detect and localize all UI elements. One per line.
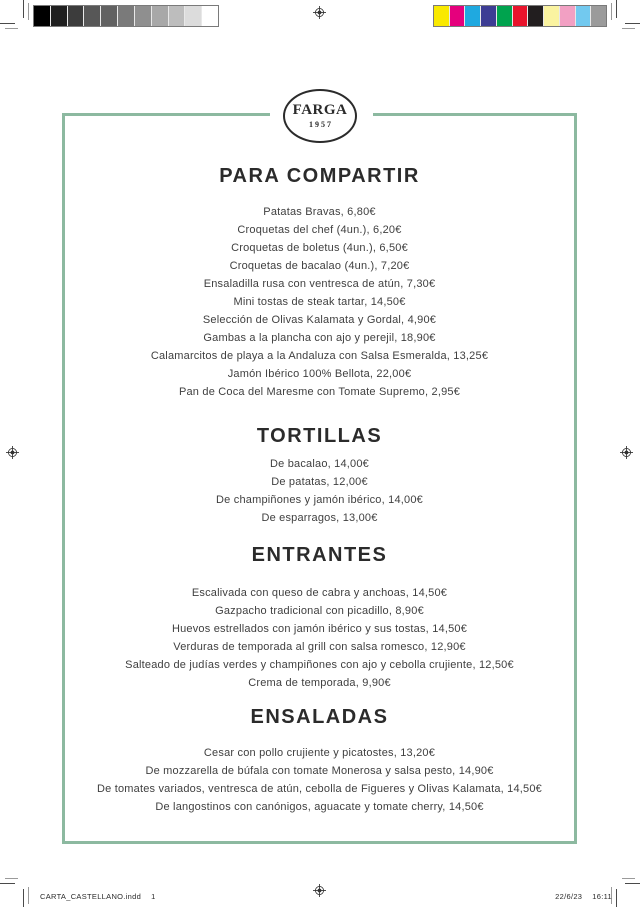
menu-item: Cesar con pollo crujiente y picatostes, 13,20€: [203, 747, 436, 759]
menu-section: [62, 704, 577, 816]
menu-item: Crema de temporada, 9,90€: [248, 677, 391, 689]
menu-item: De champiñones y jamón ibérico, 14,00€: [216, 494, 423, 506]
farga-logo: [283, 89, 357, 143]
logo-year: 1957: [309, 120, 333, 129]
color-swatch: [513, 6, 528, 26]
menu-item: Verduras de temporada al grill con salsa romesco, 12,90€: [173, 641, 466, 653]
time-text: 16:11: [592, 892, 612, 901]
grayscale-swatch: [68, 6, 84, 26]
color-swatch: [497, 6, 512, 26]
color-control-bar: [433, 5, 607, 27]
crop-mark: [625, 883, 640, 884]
menu-item: Ensaladilla rusa con ventresca de atún, 7,30€: [203, 278, 436, 290]
crop-mark: [0, 883, 15, 884]
color-swatch: [434, 6, 449, 26]
crop-mark: [0, 23, 15, 24]
grayscale-swatch: [118, 6, 134, 26]
color-swatch: [450, 6, 465, 26]
menu-item: Huevos estrellados con jamón ibérico y sus tostas, 14,50€: [171, 623, 468, 635]
menu-item: Patatas Bravas, 6,80€: [263, 206, 376, 218]
section-title: ENSALADAS: [250, 706, 389, 728]
page-number: 1: [151, 892, 156, 901]
menu-item: De esparragos, 13,00€: [261, 512, 378, 524]
menu-item: Croquetas de bacalao (4un.), 7,20€: [229, 260, 410, 272]
grayscale-swatch: [135, 6, 151, 26]
crop-mark: [28, 3, 29, 20]
menu-section: [62, 423, 577, 527]
crop-mark: [5, 28, 18, 29]
crop-mark: [611, 3, 612, 20]
color-swatch: [481, 6, 496, 26]
section-title: TORTILLAS: [256, 425, 383, 447]
grayscale-swatch: [169, 6, 185, 26]
menu-item: De mozzarella de búfala con tomate Monerosa y salsa pesto, 14,90€: [145, 765, 494, 777]
grayscale-swatch: [51, 6, 67, 26]
registration-mark-icon: [620, 446, 633, 459]
color-swatch: [544, 6, 559, 26]
grayscale-swatch: [185, 6, 201, 26]
crop-mark: [616, 0, 617, 18]
menu-item: De bacalao, 14,00€: [269, 458, 369, 470]
item-list: [62, 455, 577, 527]
item-list: [62, 744, 577, 816]
menu-item: Calamarcitos de playa a la Andaluza con Salsa Esmeralda, 13,25€: [150, 350, 489, 362]
menu-item: Selección de Olivas Kalamata y Gordal, 4,90€: [202, 314, 437, 326]
color-swatch: [591, 6, 606, 26]
menu-item: De patatas, 12,00€: [271, 476, 368, 488]
item-list: [62, 584, 577, 692]
filename-text: CARTA_CASTELLANO.indd: [40, 892, 142, 901]
slug-filename: [40, 892, 156, 901]
item-list: [62, 203, 577, 401]
menu-item: Mini tostas de steak tartar, 14,50€: [233, 296, 406, 308]
menu-item: Salteado de judías verdes y champiñones con ajo y cebolla crujiente, 12,50€: [125, 659, 514, 671]
date-text: 22/6/23: [555, 892, 583, 901]
color-swatch: [528, 6, 543, 26]
menu-item: De tomates variados, ventresca de atún, cebolla de Figueres y Olivas Kalamata, 14,50€: [96, 783, 542, 795]
menu-item: Gazpacho tradicional con picadillo, 8,90€: [215, 605, 424, 617]
menu-item: Jamón Ibérico 100% Bellota, 22,00€: [227, 368, 412, 380]
registration-mark-icon: [6, 446, 19, 459]
grayscale-swatch: [202, 6, 218, 26]
grayscale-swatch: [34, 6, 50, 26]
crop-mark: [23, 889, 24, 907]
menu-item: Pan de Coca del Maresme con Tomate Supremo, 2,95€: [178, 386, 461, 398]
menu-section: [62, 163, 577, 401]
color-swatch: [576, 6, 591, 26]
slug-datetime: [555, 892, 612, 901]
logo-name: FARGA: [292, 102, 348, 118]
color-swatch: [560, 6, 575, 26]
grayscale-swatch: [101, 6, 117, 26]
menu-section: [62, 542, 577, 692]
crop-mark: [622, 28, 635, 29]
menu-item: De langostinos con canónigos, aguacate y tomate cherry, 14,50€: [155, 801, 484, 813]
menu-item: Croquetas de boletus (4un.), 6,50€: [231, 242, 408, 254]
color-swatch: [465, 6, 480, 26]
crop-mark: [622, 878, 635, 879]
grayscale-control-bar: [33, 5, 219, 27]
registration-mark-icon: [313, 884, 326, 897]
registration-mark-icon: [313, 6, 326, 19]
crop-mark: [28, 887, 29, 904]
section-title: PARA COMPARTIR: [219, 165, 420, 187]
grayscale-swatch: [152, 6, 168, 26]
crop-mark: [616, 889, 617, 907]
crop-mark: [625, 23, 640, 24]
menu-item: Gambas a la plancha con ajo y perejil, 18,90€: [203, 332, 436, 344]
menu-item: Escalivada con queso de cabra y anchoas, 14,50€: [191, 587, 448, 599]
crop-mark: [5, 878, 18, 879]
grayscale-swatch: [84, 6, 100, 26]
section-title: ENTRANTES: [251, 544, 388, 566]
crop-mark: [23, 0, 24, 18]
menu-item: Croquetas del chef (4un.), 6,20€: [237, 224, 402, 236]
